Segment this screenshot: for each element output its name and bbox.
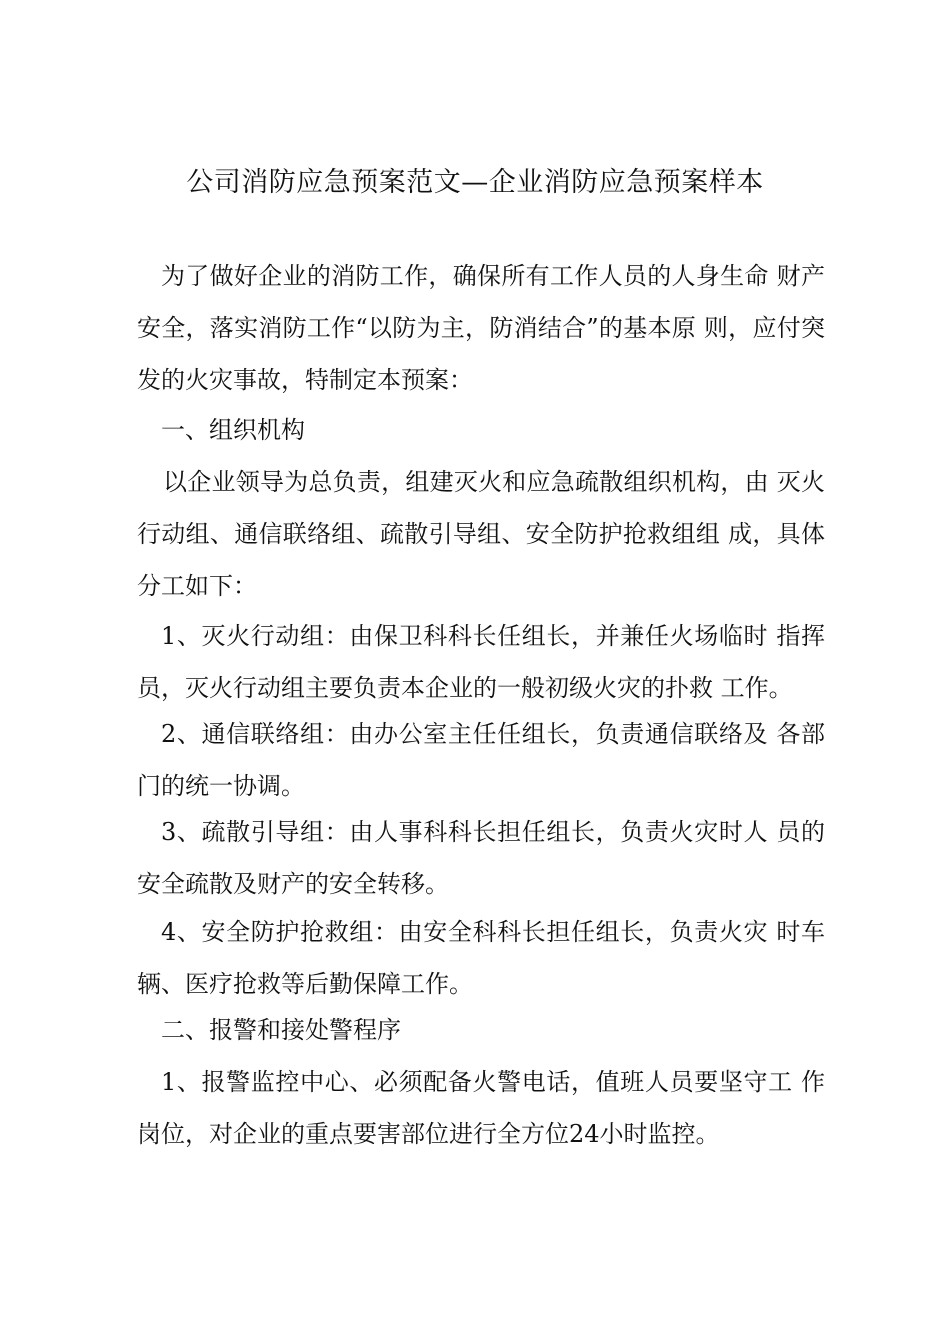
document-title: 公司消防应急预案范文—企业消防应急预案样本 <box>186 167 764 198</box>
section-heading-organization: 一、组织机构 <box>161 416 305 444</box>
list-item-firefighting-group: 1、灭火行动组：由保卫科科长任组长，并兼任火场临时 指挥员，灭火行动组主要负责本企业的一般初级火灾的扑救 工作。 <box>137 622 825 702</box>
section-heading-alarm: 二、报警和接处警程序 <box>161 1016 401 1044</box>
list-item-communication-group: 2、通信联络组：由办公室主任任组长，负责通信联络及 各部门的统一协调。 <box>137 720 825 800</box>
organization-paragraph: 以企业领导为总负责，组建灭火和应急疏散组织机构，由 灭火行动组、通信联络组、疏散引导组、安全防护抢救组组 成，具体分工如下： <box>137 468 825 600</box>
list-item-evacuation-group: 3、疏散引导组：由人事科科长担任组长，负责火灾时人 员的安全疏散及财产的安全转移。 <box>137 818 825 898</box>
list-item-alarm-center: 1、报警监控中心、必须配备火警电话，值班人员要坚守工 作岗位，对企业的重点要害部位进行全方位24小时监控。 <box>137 1068 825 1148</box>
list-item-rescue-group: 4、安全防护抢救组：由安全科科长担任组长，负责火灾 时车辆、医疗抢救等后勤保障工作。 <box>137 918 825 998</box>
intro-paragraph: 为了做好企业的消防工作，确保所有工作人员的人身生命 财产安全，落实消防工作“以防为主，防消结合”的基本原 则，应付突发的火灾事故，特制定本预案： <box>137 262 825 394</box>
